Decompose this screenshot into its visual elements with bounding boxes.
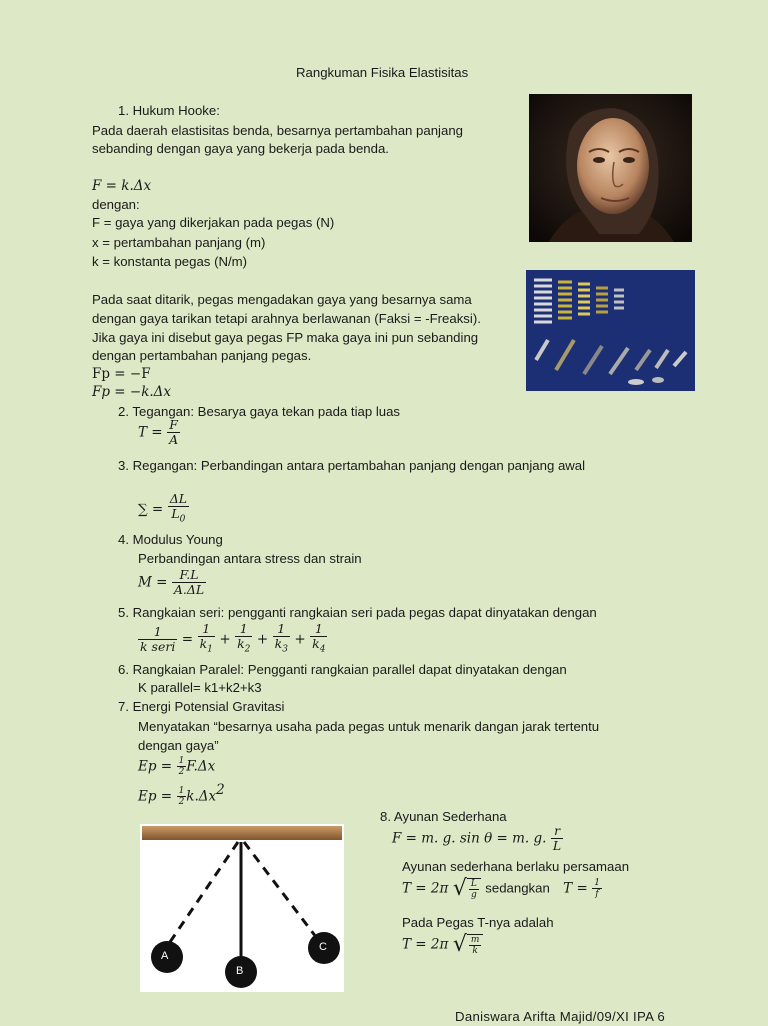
young-numerator: F.L bbox=[172, 568, 206, 583]
section-7-heading: 7. Energi Potensial Gravitasi bbox=[118, 699, 285, 714]
series-term-2-num: 1 bbox=[235, 622, 252, 637]
footer-author: Daniswara Arifta Majid/09/XI IPA 6 bbox=[455, 1009, 666, 1024]
spring-rad-den: k bbox=[472, 945, 478, 956]
paragraph-line-3: Jika gaya ini disebut gaya pegas FP maka gaya ini pun sebanding bbox=[92, 330, 479, 345]
fp-formula-2: Fp = −k.Δx bbox=[92, 384, 172, 400]
section-7-line-1: Menyatakan “besarnya usaha pada pegas untuk menarik dangan jarak tertentu bbox=[138, 719, 600, 734]
pendulum-label-a: A bbox=[161, 950, 169, 962]
portrait-image bbox=[529, 94, 692, 242]
section-8-heading: 8. Ayunan Sederhana bbox=[380, 809, 507, 824]
fp-formula-1: Fp = −F bbox=[92, 366, 151, 382]
page-title: Rangkuman Fisika Elastisitas bbox=[296, 65, 469, 80]
series-term-3-num: 1 bbox=[273, 622, 290, 637]
ep1-lhs: Ep = bbox=[138, 758, 173, 775]
definition-f: F = gaya yang dikerjakan pada pegas (N) bbox=[92, 215, 335, 230]
ep1-rest: F.Δx bbox=[186, 758, 216, 775]
series-equals: = bbox=[181, 631, 194, 648]
section-8-line-1: Ayunan sederhana berlaku persamaan bbox=[402, 859, 630, 874]
pendulum-label-b: B bbox=[236, 965, 244, 977]
series-term-2-k: k bbox=[237, 636, 245, 651]
section-4-line: Perbandingan antara stress dan strain bbox=[138, 551, 362, 566]
period-rad-num: L bbox=[470, 878, 477, 889]
stress-formula bbox=[138, 418, 180, 447]
hooke-formula: F = k.Δx bbox=[92, 178, 152, 194]
sedangkan-label: sedangkan bbox=[485, 880, 550, 896]
ep1-half-num: 1 bbox=[178, 756, 185, 766]
dengan-label: dengan: bbox=[92, 197, 140, 212]
section-8-line-2: Pada Pegas T-nya adalah bbox=[402, 915, 554, 930]
stress-denominator: A bbox=[169, 432, 179, 447]
ep1-half-den: 2 bbox=[178, 767, 185, 777]
spring-period-lhs: T = 2π bbox=[402, 936, 449, 953]
section-1-line-1: Pada daerah elastisitas benda, besarnya pertambahan panjang bbox=[92, 123, 463, 138]
ep2-lhs: Ep = bbox=[138, 788, 173, 805]
series-plus-1: + bbox=[219, 631, 231, 648]
ep-formula-2 bbox=[138, 782, 225, 807]
pendulum-image bbox=[140, 824, 344, 992]
ep-formula-1 bbox=[138, 756, 215, 777]
series-term-1-k: k bbox=[199, 636, 208, 651]
series-formula bbox=[138, 622, 327, 657]
section-7-line-2: dengan gaya” bbox=[138, 738, 219, 753]
series-term-4-k: k bbox=[312, 636, 320, 651]
series-term-3-sub: 3 bbox=[282, 644, 288, 655]
section-2-heading: 2. Tegangan: Besarya gaya tekan pada tiap luas bbox=[118, 404, 401, 419]
series-term-3-k: k bbox=[274, 636, 283, 651]
series-plus-2: + bbox=[256, 631, 269, 648]
strain-denominator-sub: 0 bbox=[179, 514, 186, 525]
ep2-half-num: 1 bbox=[178, 785, 185, 796]
ep2-half-den: 2 bbox=[178, 796, 185, 807]
ep2-square: 2 bbox=[216, 782, 225, 798]
series-term-4-sub: 4 bbox=[319, 644, 326, 655]
springs-image bbox=[526, 270, 695, 391]
strain-formula bbox=[138, 492, 189, 527]
definition-k: k = konstanta pegas (N/m) bbox=[92, 254, 248, 269]
section-6-heading: 6. Rangkaian Paralel: Pengganti rangkaian parallel dapat dinyatakan dengan bbox=[118, 662, 567, 677]
period-formula: T = 2π √ $\frac{L}{g}$ sedangkan T = $\frac{1}{f}$ bbox=[402, 876, 600, 901]
ep2-rest: k.Δx bbox=[186, 788, 217, 805]
stress-numerator: F bbox=[167, 418, 180, 433]
series-lhs-num: 1 bbox=[138, 625, 177, 640]
young-formula bbox=[138, 568, 206, 597]
force-numerator: r bbox=[551, 824, 563, 839]
spring-period-formula: T = 2π √ $\frac{m}{k}$ bbox=[402, 932, 483, 957]
period-lhs: T = 2π bbox=[402, 880, 449, 897]
period-rad-den: g bbox=[470, 889, 477, 900]
section-1-line-2: sebanding dengan gaya yang bekerja pada benda. bbox=[92, 141, 389, 156]
section-6-line: K parallel= k1+k2+k3 bbox=[138, 680, 262, 695]
spring-rad-num: m bbox=[470, 934, 480, 945]
paragraph-line-2: dengan gaya tarikan tetapi arahnya berlawanan (Faksi = -Freaksi). bbox=[92, 311, 481, 326]
section-4-heading: 4. Modulus Young bbox=[118, 532, 223, 547]
period-freq-num: 1 bbox=[594, 878, 600, 888]
series-term-4-num: 1 bbox=[310, 622, 327, 637]
force-denominator: L bbox=[552, 838, 562, 853]
period-freq-lhs: T = bbox=[563, 880, 588, 897]
paragraph-line-1: Pada saat ditarik, pegas mengadakan gaya yang besarnya sama bbox=[92, 292, 472, 307]
series-term-2-sub: 2 bbox=[244, 644, 251, 655]
definition-x: x = pertambahan panjang (m) bbox=[92, 235, 266, 250]
section-1-heading: 1. Hukum Hooke: bbox=[118, 103, 220, 118]
series-term-1-num: 1 bbox=[198, 622, 215, 637]
section-5-heading: 5. Rangkaian seri: pengganti rangkaian seri pada pegas dapat dinyatakan dengan bbox=[118, 605, 597, 620]
young-lhs: M = bbox=[138, 574, 168, 591]
series-lhs-den: k seri bbox=[140, 638, 176, 654]
strain-lhs: ∑ = bbox=[138, 501, 164, 518]
stress-lhs: T = bbox=[138, 424, 163, 441]
section-3-heading: 3. Regangan: Perbandingan antara pertambahan panjang dengan panjang awal bbox=[118, 458, 586, 473]
series-plus-3: + bbox=[294, 631, 306, 648]
period-freq-den: f bbox=[595, 889, 599, 899]
strain-denominator: L bbox=[171, 506, 180, 521]
pendulum-label-c: C bbox=[319, 941, 327, 953]
series-term-1-sub: 1 bbox=[207, 644, 213, 655]
paragraph-line-4: dengan pertambahan panjang pegas. bbox=[92, 348, 312, 363]
young-denominator: A.ΔL bbox=[173, 582, 205, 597]
force-lhs: F = m. g. sin θ = m. g. bbox=[392, 830, 547, 847]
strain-numerator: ΔL bbox=[169, 491, 188, 506]
pendulum-force-formula bbox=[392, 824, 563, 853]
